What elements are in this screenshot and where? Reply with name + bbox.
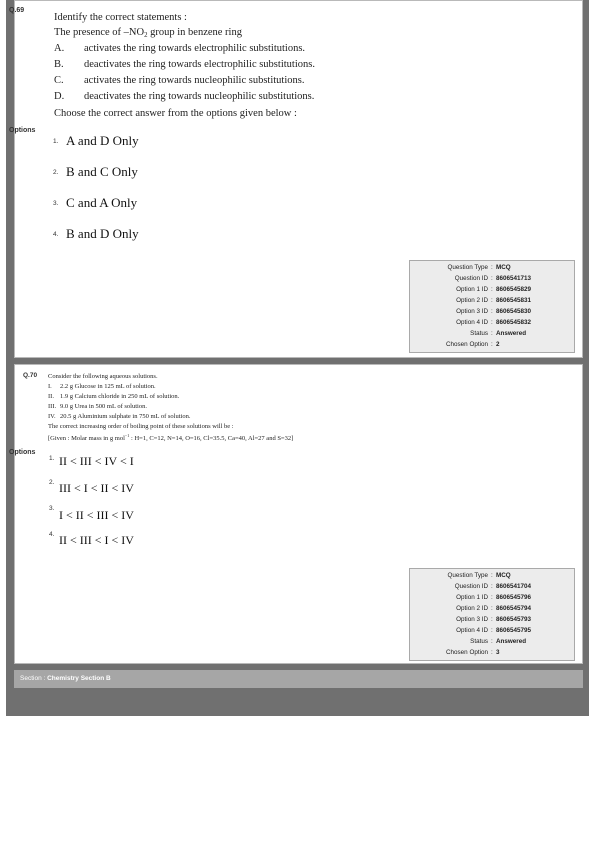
- statement-text: 1.9 g Calcium chloride in 250 mL of solution.: [60, 393, 180, 400]
- info-row: Question ID : 8606541713: [454, 275, 532, 282]
- question-panel: [6, 0, 589, 716]
- info-row: Option 4 ID : 8606545795: [456, 627, 532, 634]
- info-row: Option 3 ID : 8606545793: [456, 616, 532, 623]
- info-row: Option 1 ID : 8606545829: [456, 286, 532, 293]
- statement-text: 20.5 g Aluminium sulphate in 750 mL of solution.: [60, 413, 191, 420]
- option-3[interactable]: C and A Only: [66, 195, 138, 210]
- option-4[interactable]: B and D Only: [66, 226, 139, 241]
- statement-text: deactivates the ring towards nucleophilic substitutions.: [84, 91, 315, 102]
- statement-text: 9.0 g Urea in 500 mL of solution.: [60, 403, 147, 410]
- statement-letter: II.: [48, 393, 54, 400]
- statement-letter: C.: [54, 75, 64, 86]
- option-number: 2.: [53, 169, 59, 176]
- section-label: Section : Chemistry Section B: [20, 675, 111, 682]
- info-row: Option 4 ID : 8606545832: [456, 319, 532, 326]
- option-number: 4.: [53, 231, 59, 238]
- info-row: Option 2 ID : 8606545794: [456, 605, 532, 612]
- question-info-box: [409, 260, 575, 353]
- question-info-box: [409, 568, 575, 661]
- option-4[interactable]: II < III < I < IV: [59, 533, 134, 547]
- option-number: 2.: [49, 479, 55, 486]
- info-row: Option 3 ID : 8606545830: [456, 308, 532, 315]
- statement-letter: D.: [54, 91, 65, 102]
- info-row: Chosen Option : 2: [445, 341, 500, 348]
- statement-text: 2.2 g Glucose in 125 mL of solution.: [60, 383, 156, 390]
- option-2[interactable]: III < I < II < IV: [59, 481, 134, 495]
- options-label: Options: [9, 127, 36, 134]
- question-number: Q.70: [23, 372, 38, 379]
- option-1[interactable]: A and D Only: [66, 133, 139, 148]
- info-row: Chosen Option : 3: [445, 649, 500, 656]
- option-number: 4.: [49, 531, 55, 538]
- option-number: 3.: [53, 200, 59, 207]
- question-intro: Identify the correct statements :: [54, 12, 187, 23]
- option-3[interactable]: I < II < III < IV: [59, 508, 134, 522]
- info-row: Question Type : MCQ: [447, 264, 511, 271]
- question-intro: Consider the following aqueous solutions.: [48, 373, 158, 380]
- statement-letter: A.: [54, 43, 65, 54]
- statement-text: activates the ring towards electrophilic substitutions.: [84, 43, 306, 54]
- option-number: 3.: [49, 505, 55, 512]
- question-card-70: [9, 364, 583, 664]
- question-number: Q.69: [9, 7, 25, 14]
- statement-text: deactivates the ring towards electrophilic substitutions.: [84, 59, 315, 70]
- info-row: Option 1 ID : 8606545796: [456, 594, 532, 601]
- option-number: 1.: [53, 138, 59, 145]
- question-instruction: The correct increasing order of boiling point of these solutions will be :: [48, 423, 234, 430]
- statement-letter: I.: [48, 383, 52, 390]
- info-row: Status : Answered: [470, 638, 527, 645]
- options-label: Options: [9, 449, 36, 456]
- question-instruction: Choose the correct answer from the options given below :: [54, 108, 297, 119]
- statement-letter: B.: [54, 59, 64, 70]
- info-row: Status : Answered: [470, 330, 527, 337]
- section-bar: [14, 670, 583, 688]
- info-row: Option 2 ID : 8606545831: [456, 297, 532, 304]
- statement-letter: III.: [48, 403, 57, 410]
- option-2[interactable]: B and C Only: [66, 164, 138, 179]
- option-number: 1.: [49, 455, 55, 462]
- statement-text: activates the ring towards nucleophilic substitutions.: [84, 75, 305, 86]
- statement-letter: IV.: [48, 413, 56, 420]
- info-row: Question Type : MCQ: [447, 572, 511, 579]
- question-lead: The presence of $-NO_2$ group in benzene ring: [54, 27, 242, 39]
- question-card-69: [9, 0, 583, 358]
- option-1[interactable]: II < III < IV < I: [59, 454, 134, 468]
- info-row: Question ID : 8606541704: [454, 583, 532, 590]
- given-data: [Given : Molar mass in g mol$^{-1}$ : H=1, C=12, N=14, O=16, Cl=35.5, Ca=40, Al=27 and S=32]: [48, 433, 294, 442]
